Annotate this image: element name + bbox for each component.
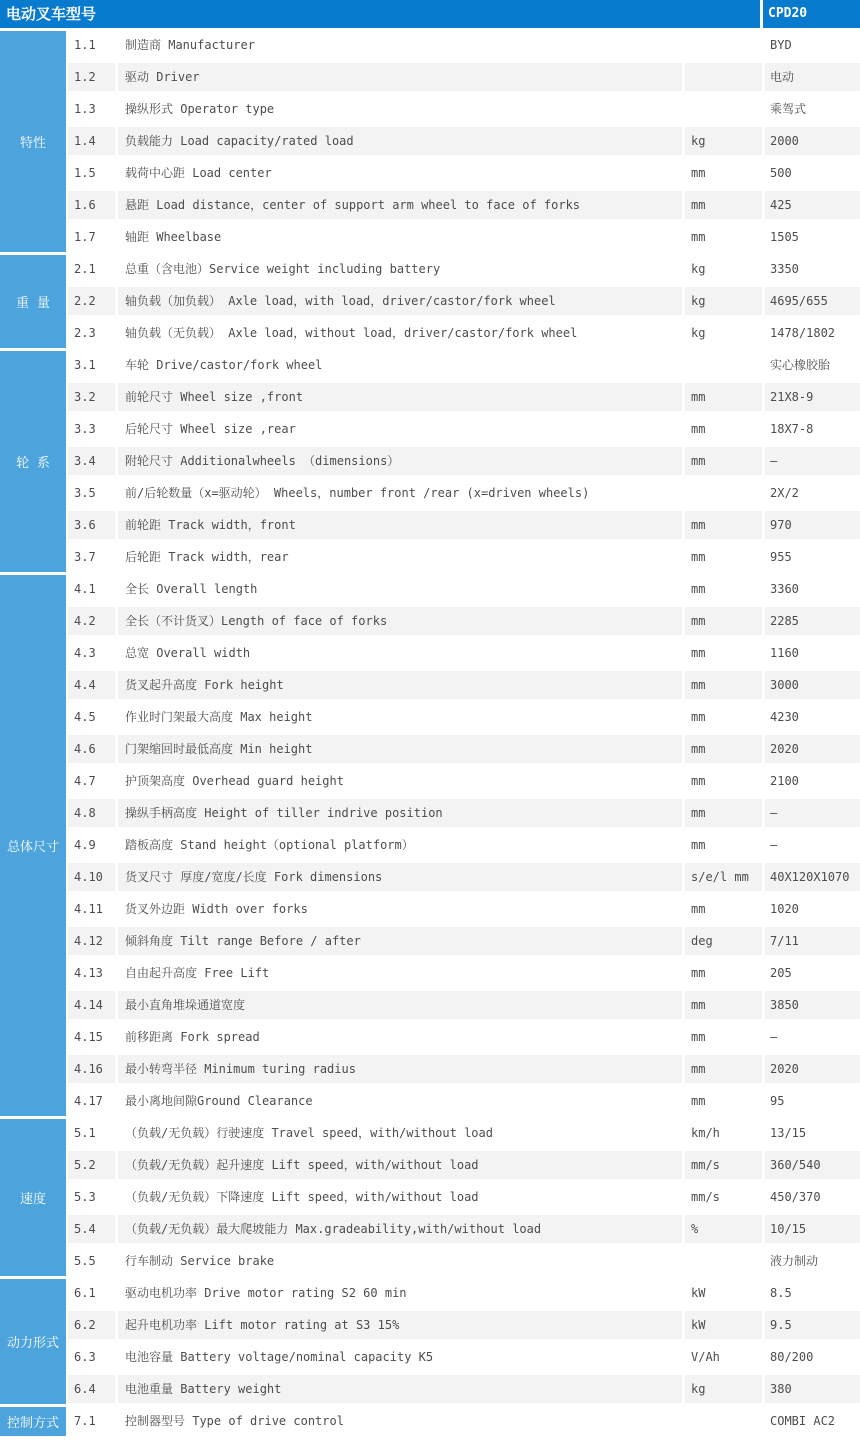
spec-row [68,1247,860,1279]
spec-row [68,415,860,447]
section-label: 动力形式 [6,1336,59,1351]
row-number: 7.1 [68,1407,115,1435]
row-unit: mm [685,1055,762,1083]
row-unit: mm [685,543,762,571]
spec-row [68,31,860,63]
row-unit: kg [685,287,762,315]
spec-row [68,127,860,159]
row-number: 5.5 [68,1247,115,1275]
row-number: 4.12 [68,927,115,955]
row-description: 轴负载（加负载） Axle load，with load，driver/castor/fork wheel [118,287,682,315]
spec-row [68,447,860,479]
row-description: 驱动 Driver [118,63,682,91]
row-unit: % [685,1215,762,1243]
section-sidebar [0,575,66,1119]
spec-row [68,671,860,703]
row-number: 4.3 [68,639,115,667]
row-value: 380 [765,1375,860,1403]
row-number: 4.4 [68,671,115,699]
row-description: （负载/无负载）行驶速度 Travel speed，with/without load [118,1119,682,1147]
row-unit: kW [685,1279,762,1307]
row-number: 5.4 [68,1215,115,1243]
spec-section [0,31,860,255]
row-unit: V/Ah [685,1343,762,1371]
row-unit: mm [685,511,762,539]
row-description: 后轮距 Track width，rear [118,543,682,571]
row-value: BYD [765,31,860,59]
spec-row [68,1087,860,1119]
row-number: 4.8 [68,799,115,827]
spec-row [68,863,860,895]
row-value: 18X7-8 [765,415,860,443]
row-unit [685,479,762,507]
row-unit: mm [685,639,762,667]
row-value: 3350 [765,255,860,283]
row-unit: mm [685,607,762,635]
row-value: 4695/655 [765,287,860,315]
spec-section [0,255,860,351]
row-number: 3.2 [68,383,115,411]
row-value: — [765,447,860,475]
table-title: 电动叉车型号 [0,0,763,28]
row-unit: km/h [685,1119,762,1147]
row-value: 3000 [765,671,860,699]
row-value: 1478/1802 [765,319,860,347]
row-number: 2.1 [68,255,115,283]
row-number: 4.11 [68,895,115,923]
spec-row [68,799,860,831]
row-unit: kg [685,1375,762,1403]
row-unit: mm [685,895,762,923]
row-unit: mm [685,831,762,859]
row-value: 425 [765,191,860,219]
row-unit: s/e/l mm [685,863,762,891]
row-number: 5.2 [68,1151,115,1179]
section-sidebar [0,351,66,575]
row-description: 货叉起升高度 Fork height [118,671,682,699]
row-unit: mm [685,415,762,443]
row-unit: mm [685,959,762,987]
spec-row [68,575,860,607]
row-description: 附轮尺寸 Additionalwheels （dimensions） [118,447,682,475]
row-description: 全长 Overall length [118,575,682,603]
row-number: 4.16 [68,1055,115,1083]
row-unit [685,63,762,91]
row-description: 起升电机功率 Lift motor rating at S3 15% [118,1311,682,1339]
row-description: 悬距 Load distance，center of support arm wheel to face of forks [118,191,682,219]
row-value: 970 [765,511,860,539]
row-description: 全长（不计货叉）Length of face of forks [118,607,682,635]
spec-row [68,1215,860,1247]
row-description: 操纵形式 Operator type [118,95,682,123]
row-number: 4.14 [68,991,115,1019]
row-description: 货叉尺寸 厚度/宽度/长度 Fork dimensions [118,863,682,891]
section-rows [68,575,860,1119]
row-description: 最小直角堆垛通道宽度 [118,991,682,1019]
row-description: 作业时门架最大高度 Max height [118,703,682,731]
row-number: 4.1 [68,575,115,603]
row-description: （负载/无负载）最大爬坡能力 Max.gradeability,with/without load [118,1215,682,1243]
section-rows [68,1279,860,1407]
row-value: — [765,831,860,859]
row-description: 操纵手柄高度 Height of tiller indrive position [118,799,682,827]
row-number: 3.1 [68,351,115,379]
row-unit: mm [685,575,762,603]
spec-row [68,63,860,95]
row-unit: mm/s [685,1151,762,1179]
row-value: 2020 [765,735,860,763]
section-label: 重 量 [16,296,50,311]
row-value: 实心橡胶胎 [765,351,860,379]
spec-row [68,703,860,735]
row-unit [685,31,762,59]
section-rows [68,1119,860,1279]
spec-row [68,255,860,287]
spec-row [68,607,860,639]
row-value: 2000 [765,127,860,155]
row-number: 4.2 [68,607,115,635]
row-number: 1.2 [68,63,115,91]
row-description: 门架缩回时最低高度 Min height [118,735,682,763]
row-value: 13/15 [765,1119,860,1147]
spec-row [68,479,860,511]
row-number: 4.9 [68,831,115,859]
row-description: 驱动电机功率 Drive motor rating S2 60 min [118,1279,682,1307]
model-name: CPD20 [768,6,808,21]
row-description: 踏板高度 Stand height（optional platform） [118,831,682,859]
row-description: 后轮尺寸 Wheel size ,rear [118,415,682,443]
row-description: 电池重量 Battery weight [118,1375,682,1403]
row-number: 1.4 [68,127,115,155]
row-number: 6.2 [68,1311,115,1339]
row-value: 液力制动 [765,1247,860,1275]
section-sidebar [0,255,66,351]
row-unit: mm [685,767,762,795]
row-number: 6.1 [68,1279,115,1307]
spec-table [0,31,860,1439]
row-value: 2100 [765,767,860,795]
row-unit: mm [685,159,762,187]
row-description: 车轮 Drive/castor/fork wheel [118,351,682,379]
spec-row [68,831,860,863]
row-number: 4.10 [68,863,115,891]
row-number: 1.6 [68,191,115,219]
spec-row [68,287,860,319]
spec-row [68,1151,860,1183]
spec-section [0,575,860,1119]
spec-row [68,959,860,991]
row-description: 自由起升高度 Free Lift [118,959,682,987]
row-number: 2.2 [68,287,115,315]
section-sidebar [0,1407,66,1439]
row-unit [685,351,762,379]
row-unit: mm [685,223,762,251]
row-value: — [765,799,860,827]
row-description: 货叉外边距 Width over forks [118,895,682,923]
table-header [0,0,860,31]
row-unit: kg [685,319,762,347]
row-value: 360/540 [765,1151,860,1179]
row-value: — [765,1023,860,1051]
row-number: 1.7 [68,223,115,251]
row-description: 制造商 Manufacturer [118,31,682,59]
row-value: 2X/2 [765,479,860,507]
row-value: 955 [765,543,860,571]
row-unit: mm [685,703,762,731]
section-label: 总体尺寸 [6,840,59,855]
spec-row [68,1119,860,1151]
row-unit: deg [685,927,762,955]
row-value: 21X8-9 [765,383,860,411]
row-unit: mm [685,799,762,827]
section-sidebar [0,1279,66,1407]
row-value: 1505 [765,223,860,251]
row-value: COMBI AC2 [765,1407,860,1435]
spec-row [68,159,860,191]
row-value: 7/11 [765,927,860,955]
spec-row [68,319,860,351]
row-number: 4.13 [68,959,115,987]
row-unit [685,1247,762,1275]
spec-row [68,927,860,959]
row-unit: mm [685,991,762,1019]
spec-row [68,351,860,383]
row-value: 4230 [765,703,860,731]
row-number: 4.6 [68,735,115,763]
row-value: 95 [765,1087,860,1115]
row-value: 1020 [765,895,860,923]
section-rows [68,1407,860,1439]
spec-row [68,383,860,415]
row-description: 前轮尺寸 Wheel size ,front [118,383,682,411]
row-value: 电动 [765,63,860,91]
spec-row [68,895,860,927]
section-rows [68,255,860,351]
row-value: 205 [765,959,860,987]
section-rows [68,31,860,255]
row-number: 1.1 [68,31,115,59]
row-number: 4.5 [68,703,115,731]
row-unit: mm [685,383,762,411]
spec-row [68,223,860,255]
row-unit: mm [685,671,762,699]
row-unit: kg [685,255,762,283]
row-description: 倾斜角度 Tilt range Before / after [118,927,682,955]
row-unit: mm [685,447,762,475]
spec-row [68,1407,860,1439]
section-rows [68,351,860,575]
row-number: 5.3 [68,1183,115,1211]
spec-row [68,1183,860,1215]
section-label: 特性 [19,136,46,151]
row-unit: mm [685,191,762,219]
row-number: 5.1 [68,1119,115,1147]
spec-row [68,1023,860,1055]
row-description: 电池容量 Battery voltage/nominal capacity K5 [118,1343,682,1371]
row-number: 1.5 [68,159,115,187]
spec-section [0,1279,860,1407]
row-unit: kg [685,127,762,155]
row-number: 3.4 [68,447,115,475]
row-unit: kW [685,1311,762,1339]
row-description: （负载/无负载）下降速度 Lift speed，with/without load [118,1183,682,1211]
row-number: 3.3 [68,415,115,443]
spec-row [68,1311,860,1343]
row-value: 10/15 [765,1215,860,1243]
spec-section [0,1119,860,1279]
row-description: 控制器型号 Type of drive control [118,1407,682,1435]
row-number: 2.3 [68,319,115,347]
row-description: 轴负载（无负载） Axle load，without load，driver/castor/fork wheel [118,319,682,347]
row-value: 3360 [765,575,860,603]
row-value: 2020 [765,1055,860,1083]
row-unit: mm [685,1087,762,1115]
spec-row [68,639,860,671]
row-number: 1.3 [68,95,115,123]
row-unit: mm [685,735,762,763]
row-description: 载荷中心距 Load center [118,159,682,187]
row-value: 1160 [765,639,860,667]
row-value: 8.5 [765,1279,860,1307]
row-description: 前/后轮数量（x=驱动轮） Wheels，number front /rear (x=driven wheels) [118,479,682,507]
row-value: 9.5 [765,1311,860,1339]
row-value: 3850 [765,991,860,1019]
row-number: 4.15 [68,1023,115,1051]
spec-row [68,543,860,575]
row-unit: mm/s [685,1183,762,1211]
row-number: 4.17 [68,1087,115,1115]
row-value: 80/200 [765,1343,860,1371]
row-number: 6.3 [68,1343,115,1371]
row-number: 3.7 [68,543,115,571]
spec-section [0,1407,860,1439]
row-description: （负载/无负载）起升速度 Lift speed，with/without load [118,1151,682,1179]
spec-row [68,1055,860,1087]
spec-row [68,767,860,799]
spec-row [68,511,860,543]
row-description: 总宽 Overall width [118,639,682,667]
row-value: 40X120X1070 [765,863,860,891]
row-description: 总重（含电池）Service weight including battery [118,255,682,283]
row-description: 轴距 Wheelbase [118,223,682,251]
spec-row [68,191,860,223]
spec-row [68,1375,860,1407]
row-unit [685,1407,762,1435]
row-description: 最小离地间隙Ground Clearance [118,1087,682,1115]
spec-row [68,95,860,127]
row-description: 行车制动 Service brake [118,1247,682,1275]
row-number: 6.4 [68,1375,115,1403]
spec-row [68,1279,860,1311]
row-value: 乘驾式 [765,95,860,123]
section-label: 控制方式 [6,1416,59,1431]
row-value: 450/370 [765,1183,860,1211]
row-description: 前移距离 Fork spread [118,1023,682,1051]
section-label: 速度 [19,1192,46,1207]
section-label: 轮 系 [16,456,50,471]
section-sidebar [0,31,66,255]
section-sidebar [0,1119,66,1279]
spec-section [0,351,860,575]
row-description: 最小转弯半径 Minimum turing radius [118,1055,682,1083]
row-number: 3.6 [68,511,115,539]
row-unit [685,95,762,123]
row-description: 负载能力 Load capacity/rated load [118,127,682,155]
row-number: 4.7 [68,767,115,795]
row-value: 500 [765,159,860,187]
row-description: 前轮距 Track width，front [118,511,682,539]
spec-row [68,735,860,767]
spec-row [68,1343,860,1375]
row-description: 护顶架高度 Overhead guard height [118,767,682,795]
row-number: 3.5 [68,479,115,507]
row-value: 2285 [765,607,860,635]
spec-row [68,991,860,1023]
row-unit: mm [685,1023,762,1051]
